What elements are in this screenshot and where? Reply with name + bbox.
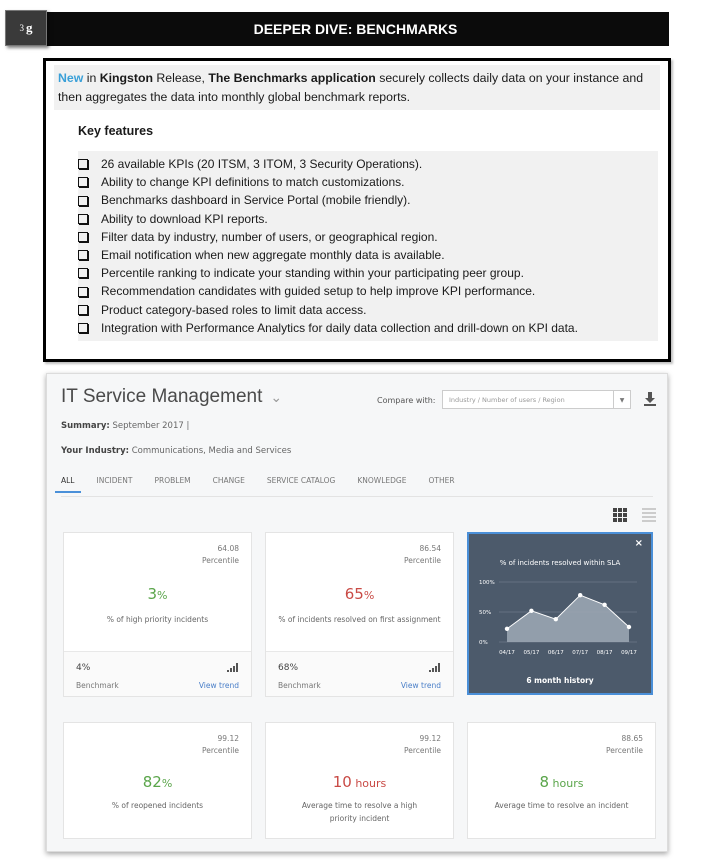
- percentile-label: Percentile: [605, 746, 643, 755]
- feature-item: [78, 173, 658, 191]
- x-tick-label: 08/17: [596, 650, 613, 656]
- kpi-description: % of high priority incidents: [106, 615, 209, 624]
- tab-change[interactable]: CHANGE: [212, 476, 245, 485]
- feature-text: Product category-based roles to limit data access.: [101, 302, 367, 317]
- checkbox-icon: [78, 159, 88, 169]
- view-trend-link[interactable]: View trend: [400, 681, 441, 690]
- slide-title: DEEPER DIVE: BENCHMARKS: [253, 21, 458, 37]
- x-tick-label: 06/17: [547, 650, 564, 656]
- percentile-block: [606, 733, 643, 757]
- info-box: [43, 58, 671, 362]
- feature-text: Email notification when new aggregate monthly data is available.: [101, 248, 445, 263]
- percentile-block: [202, 733, 239, 757]
- percentile-label: Percentile: [201, 556, 239, 565]
- series-area: [507, 595, 629, 642]
- feature-item: [78, 319, 658, 337]
- section-letter: g: [26, 20, 33, 35]
- kpi-number: 82: [142, 773, 162, 791]
- kpi-card[interactable]: [265, 532, 454, 697]
- data-point: [554, 617, 558, 621]
- benchmark-label: Benchmark: [76, 681, 119, 690]
- feature-text: Percentile ranking to indicate your standing within your participating peer group.: [101, 266, 524, 281]
- kpi-card[interactable]: [265, 722, 454, 839]
- tab-other[interactable]: OTHER: [428, 476, 455, 485]
- benchmarks-dashboard: [46, 373, 668, 852]
- benchmark-label: Benchmark: [278, 681, 321, 690]
- percentile-block: [404, 733, 441, 757]
- kpi-description: Average time to resolve a high priority incident: [301, 801, 418, 823]
- tabs-divider: [61, 496, 653, 497]
- kpi-value: [266, 773, 453, 791]
- summary-value: September 2017 |: [112, 421, 190, 431]
- intro-text-1: in: [83, 71, 100, 85]
- kpi-number: 8: [539, 773, 550, 791]
- kpi-unit: hours: [351, 777, 387, 790]
- percentile-label: Percentile: [201, 746, 239, 755]
- view-trend-link[interactable]: View trend: [198, 681, 239, 690]
- feature-text: Filter data by industry, number of users, or geographical region.: [101, 229, 438, 244]
- download-icon[interactable]: [643, 391, 657, 407]
- checkbox-icon: [78, 250, 88, 260]
- tab-service-catalog[interactable]: SERVICE CATALOG: [266, 476, 336, 485]
- feature-text: Ability to change KPI definitions to match customizations.: [101, 175, 405, 190]
- percentile-value: 99.12: [217, 734, 239, 743]
- section-badge: [5, 10, 47, 46]
- benchmark-value: 4%: [76, 663, 91, 673]
- history-chart-card[interactable]: [467, 532, 653, 695]
- dropdown-arrow-icon[interactable]: ▼: [613, 391, 630, 408]
- checkbox-icon: [78, 177, 88, 187]
- summary-label: Summary:: [61, 421, 110, 431]
- kpi-number: 65: [344, 585, 364, 603]
- intro-text-3: securely collects daily data on your instance and then aggregates the data into monthly global benchmark reports.: [58, 71, 644, 104]
- dashboard-title-text: IT Service Management: [61, 386, 263, 407]
- tab-problem[interactable]: PROBLEM: [154, 476, 191, 485]
- percentile-block: [404, 543, 441, 567]
- intro-text-2: Release,: [152, 71, 209, 85]
- percentile-label: Percentile: [403, 746, 441, 755]
- tab-incident[interactable]: INCIDENT: [96, 476, 133, 485]
- kpi-card[interactable]: [467, 722, 656, 839]
- checkbox-icon: [78, 305, 88, 315]
- data-point: [578, 593, 582, 597]
- kpi-value: [468, 773, 655, 791]
- industry-label: Your Industry:: [61, 446, 130, 456]
- feature-item: [78, 246, 658, 264]
- grid-view-icon[interactable]: [613, 508, 627, 522]
- data-point: [627, 625, 631, 629]
- feature-text: Integration with Performance Analytics for daily data collection and drill-down on KPI data.: [101, 320, 578, 335]
- slide-title-bar: [42, 12, 669, 46]
- feature-text: Benchmarks dashboard in Service Portal (mobile friendly).: [101, 193, 411, 208]
- y-tick-label: 50%: [479, 610, 492, 616]
- section-number: 3: [19, 23, 24, 33]
- percentile-value: 64.08: [217, 544, 239, 553]
- chart-title: % of incidents resolved within SLA: [499, 559, 621, 567]
- intro-paragraph: [54, 65, 660, 110]
- data-point: [602, 603, 606, 607]
- feature-item: [78, 264, 658, 282]
- y-tick-label: 100%: [479, 580, 495, 586]
- benchmark-value: 68%: [278, 663, 299, 673]
- kpi-description: Average time to resolve an incident: [494, 801, 629, 810]
- kpi-description: % of incidents resolved on first assignment: [278, 615, 441, 624]
- kpi-value: [64, 773, 251, 791]
- feature-item: [78, 210, 658, 228]
- x-tick-label: 04/17: [499, 650, 515, 656]
- y-tick-label: 0%: [479, 640, 488, 646]
- x-tick-label: 07/17: [572, 650, 589, 656]
- percentile-block: [202, 543, 239, 567]
- feature-text: Ability to download KPI reports.: [101, 211, 268, 226]
- checkbox-icon: [78, 232, 88, 242]
- tab-all[interactable]: ALL: [55, 476, 81, 493]
- compare-placeholder: Industry / Number of users / Region: [449, 396, 565, 404]
- kpi-unit: %: [157, 589, 168, 602]
- percentile-value: 86.54: [419, 544, 441, 553]
- chevron-down-icon[interactable]: ⌄: [270, 389, 283, 405]
- key-features-title: Key features: [78, 124, 154, 138]
- kpi-value: [64, 585, 251, 603]
- percentile-value: 99.12: [419, 734, 441, 743]
- kpi-card[interactable]: [63, 532, 252, 697]
- kpi-card[interactable]: [63, 722, 252, 839]
- history-chart: [469, 574, 651, 684]
- feature-item: [78, 282, 658, 300]
- kpi-number: 3: [147, 585, 158, 603]
- kpi-unit: hours: [549, 777, 584, 790]
- key-features-list: [78, 151, 658, 341]
- new-label: New: [58, 71, 84, 85]
- kpi-unit: %: [161, 777, 173, 790]
- data-point: [529, 609, 533, 613]
- feature-text: Recommendation candidates with guided setup to help improve KPI performance.: [101, 284, 536, 299]
- kpi-number: 10: [332, 773, 352, 791]
- industry-line: [61, 446, 291, 456]
- checkbox-icon: [78, 196, 88, 206]
- app-name: The Benchmarks application: [208, 71, 376, 85]
- feature-item: [78, 228, 658, 246]
- x-tick-label: 09/17: [621, 650, 637, 656]
- x-tick-label: 05/17: [523, 650, 540, 656]
- kpi-footer: [64, 651, 251, 696]
- history-label: 6 month history: [526, 676, 594, 685]
- kpi-description: % of reopened incidents: [111, 801, 204, 810]
- feature-item: [78, 155, 658, 173]
- checkbox-icon: [78, 268, 88, 278]
- signal-bars-icon: [429, 663, 441, 672]
- percentile-value: 88.65: [621, 734, 643, 743]
- kpi-unit: %: [363, 589, 375, 602]
- checkbox-icon: [78, 323, 88, 333]
- compare-label: Compare with:: [377, 396, 436, 405]
- percentile-label: Percentile: [403, 556, 441, 565]
- feature-item: [78, 301, 658, 319]
- summary-line: [61, 421, 189, 431]
- checkbox-icon: [78, 287, 88, 297]
- kpi-footer: [266, 651, 453, 696]
- tab-knowledge[interactable]: KNOWLEDGE: [357, 476, 407, 485]
- data-point: [505, 627, 509, 631]
- compare-select[interactable]: [442, 390, 631, 409]
- checkbox-icon: [78, 214, 88, 224]
- kpi-value: [266, 585, 453, 603]
- industry-value: Communications, Media and Services: [131, 446, 292, 456]
- close-icon[interactable]: ×: [634, 538, 643, 549]
- release-name: Kingston: [99, 71, 153, 85]
- category-tabs: [61, 476, 477, 493]
- feature-text: 26 available KPIs (20 ITSM, 3 ITOM, 3 Security Operations).: [101, 157, 423, 171]
- signal-bars-icon: [227, 663, 239, 672]
- feature-item: [78, 191, 658, 209]
- dashboard-title[interactable]: [61, 386, 282, 408]
- list-view-icon[interactable]: [642, 508, 656, 522]
